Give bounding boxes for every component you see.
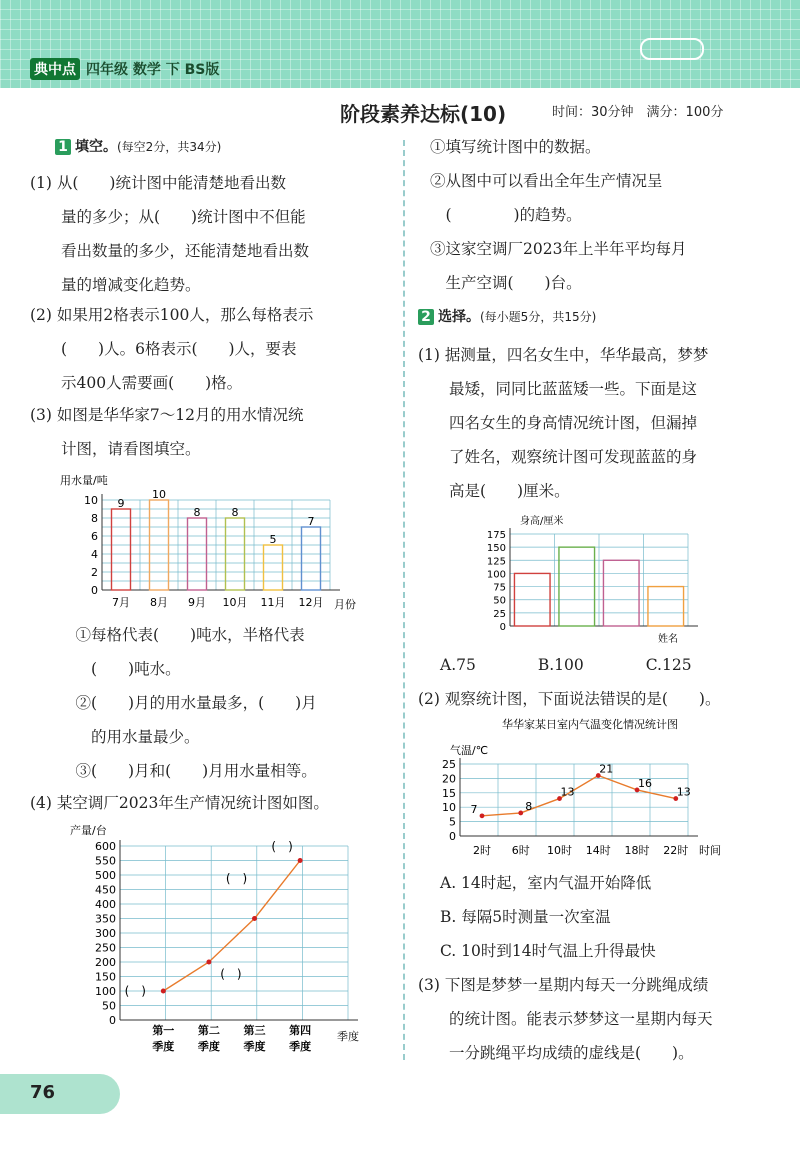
data-label: 21 (599, 762, 614, 776)
series-label: 典中点 四年级 数学 下 BS版 (30, 58, 219, 80)
data-point (252, 916, 257, 921)
y-tick-label: 0 (449, 830, 456, 843)
y-tick-label: 125 (486, 556, 506, 568)
height-bar-chart (470, 510, 700, 645)
y-tick-label: 25 (493, 608, 506, 620)
cloud-icon (640, 38, 704, 60)
time-score: 时间：30分钟 满分：100分 (552, 105, 724, 120)
y-tick-label: 0 (109, 1014, 116, 1027)
question-1: (1) 从( )统计图中能清楚地看出数 量的多少；从( )统计图中不但能 看出数量的多少，还能清楚地看出数 量的增减变化趋势。 (30, 174, 310, 294)
choice-2: (2) 观察统计图，下面说法错误的是( )。 (418, 690, 721, 708)
x-axis-label: 姓名 (658, 634, 678, 645)
data-label: 8 (193, 506, 201, 519)
chart-title: 华华家某日室内气温变化情况统计图 (502, 718, 678, 731)
x-tick-label: 第二 (197, 1024, 220, 1037)
y-tick-label: 0 (499, 622, 506, 633)
question-4: (4) 某空调厂2023年生产情况统计图如图。 (30, 794, 329, 812)
section-1-heading: 1 填空。(每空2分，共34分) (55, 136, 221, 156)
bar (302, 527, 321, 590)
y-tick-label: 100 (486, 569, 506, 581)
x-tick-label-2: 季度 (152, 1040, 175, 1053)
choice-2-options: A. 14时起，室内气温开始降低 B. 每隔5时测量一次室温 C. 10时到14时气温上升得最快 (440, 874, 656, 960)
y-tick-label: 2 (91, 566, 98, 579)
y-tick-label: 5 (449, 815, 456, 829)
y-tick-label: 175 (486, 530, 506, 541)
choice-1: (1) 据测量，四名女生中，华华最高，梦梦 最矮，同同比蓝蓝矮一些。下面是这 四名女生的身高情况统计图，但漏掉 了姓名，观察统计图可发现蓝蓝的身 高是( )厘米。 (418, 346, 709, 500)
y-tick-label: 15 (442, 786, 456, 800)
y-tick-label: 10 (442, 801, 456, 815)
x-axis-label: 月份 (334, 598, 356, 611)
y-tick-label: 4 (91, 548, 98, 561)
y-tick-label: 50 (102, 999, 116, 1013)
column-divider (403, 140, 405, 1060)
y-tick-label: 350 (95, 912, 116, 926)
question-3: (3) 如图是华华家7～12月的用水情况统 计图，请看图填空。 (30, 406, 304, 458)
data-label: 7 (470, 802, 478, 816)
x-tick-label: 11月 (260, 596, 286, 609)
blank-label: ( ) (271, 839, 293, 854)
y-tick-label: 450 (95, 883, 116, 897)
x-tick-label-2: 季度 (197, 1040, 220, 1053)
y-tick-label: 150 (486, 543, 506, 555)
page-title: 阶段素养达标(10) (340, 102, 507, 126)
bar (603, 560, 639, 626)
y-tick-label: 600 (95, 840, 116, 853)
choice-3: (3) 下图是梦梦一星期内每天一分跳绳成绩 的统计图。能表示梦梦这一星期内每天 一分跳绳平均成绩的虚线是( )。 (418, 976, 713, 1062)
question-4-subquestions: ①填写统计图中的数据。 ②从图中可以看出全年生产情况呈 ( )的趋势。 ③这家空调厂2023年上半年平均每月 生产空调( )台。 (430, 138, 687, 292)
x-axis-label: 时间 (699, 844, 721, 857)
y-axis-label: 产量/台 (70, 824, 107, 837)
header-banner (0, 0, 800, 88)
bar (648, 587, 684, 626)
page-number-tab (0, 1074, 120, 1114)
x-tick-label: 2时 (473, 844, 491, 857)
y-tick-label: 8 (91, 512, 98, 525)
x-tick-label: 第一 (152, 1024, 175, 1037)
section-2-heading: 2 选择。(每小题5分，共15分) (418, 306, 596, 326)
data-label: 5 (269, 533, 277, 546)
data-label: 8 (525, 799, 533, 813)
choice-1-options: A.75 B.100 C.125 (440, 656, 692, 674)
blank-label: ( ) (124, 984, 147, 998)
y-tick-label: 400 (95, 898, 116, 911)
blank-label: ( ) (220, 967, 242, 981)
y-tick-label: 50 (493, 595, 506, 607)
x-tick-label: 22时 (663, 844, 689, 857)
data-point (298, 858, 303, 863)
y-tick-label: 10 (84, 494, 98, 507)
data-point (206, 960, 211, 965)
x-tick-label: 6时 (511, 844, 530, 857)
y-axis-label: 气温/℃ (450, 744, 489, 757)
x-tick-label: 第四 (289, 1024, 312, 1037)
data-label: 9 (117, 497, 125, 510)
bar (112, 509, 131, 590)
page-number: 76 (30, 1082, 56, 1103)
blank-label: ( ) (225, 871, 248, 886)
y-tick-label: 25 (442, 758, 456, 771)
data-label: 13 (560, 785, 575, 799)
x-tick-label: 10月 (222, 596, 248, 609)
y-axis-label: 用水量/吨 (60, 474, 108, 487)
x-tick-label: 9月 (188, 596, 206, 609)
y-tick-label: 0 (91, 584, 98, 597)
data-label: 16 (638, 776, 653, 790)
x-tick-label: 10时 (547, 844, 573, 857)
x-tick-label: 12月 (298, 596, 324, 609)
production-line-chart (70, 820, 380, 1065)
x-tick-label: 7月 (112, 596, 130, 609)
x-tick-label-2: 季度 (243, 1040, 266, 1053)
y-tick-label: 75 (493, 582, 506, 594)
x-axis-label: 季度 (337, 1030, 359, 1043)
data-label: 13 (676, 785, 691, 799)
data-label: 8 (231, 506, 239, 519)
y-tick-label: 550 (95, 854, 116, 868)
x-tick-label: 18时 (624, 844, 650, 857)
data-label: 7 (307, 515, 315, 528)
temperature-line-chart (430, 714, 750, 864)
y-tick-label: 300 (95, 927, 116, 940)
data-point (518, 811, 523, 816)
y-tick-label: 150 (95, 970, 116, 984)
y-tick-label: 250 (95, 941, 116, 955)
x-tick-label: 8月 (150, 596, 168, 609)
bar (264, 545, 283, 590)
data-label: 10 (152, 488, 166, 501)
x-tick-label-2: 季度 (289, 1040, 312, 1053)
y-tick-label: 20 (442, 772, 456, 786)
y-tick-label: 6 (91, 530, 98, 543)
data-point (480, 813, 485, 818)
question-3-subquestions: ①每格代表( )吨水，半格代表 ( )吨水。 ②( )月的用水量最多，( )月 的用水量最少。 ③( )月和( )月用水量相等。 (60, 626, 317, 780)
data-point (161, 989, 166, 994)
water-usage-bar-chart (60, 470, 380, 620)
y-tick-label: 500 (95, 869, 116, 882)
y-axis-label: 身高/厘米 (520, 516, 564, 527)
brand-logo: 典中点 (30, 58, 80, 80)
x-tick-label: 第三 (243, 1024, 266, 1037)
y-tick-label: 200 (95, 956, 116, 969)
x-tick-label: 14时 (585, 844, 611, 857)
y-tick-label: 100 (95, 985, 116, 998)
question-2: (2) 如果用2格表示100人，那么每格表示 ( )人。6格表示( )人，要表 示400人需要画( )格。 (30, 306, 314, 392)
